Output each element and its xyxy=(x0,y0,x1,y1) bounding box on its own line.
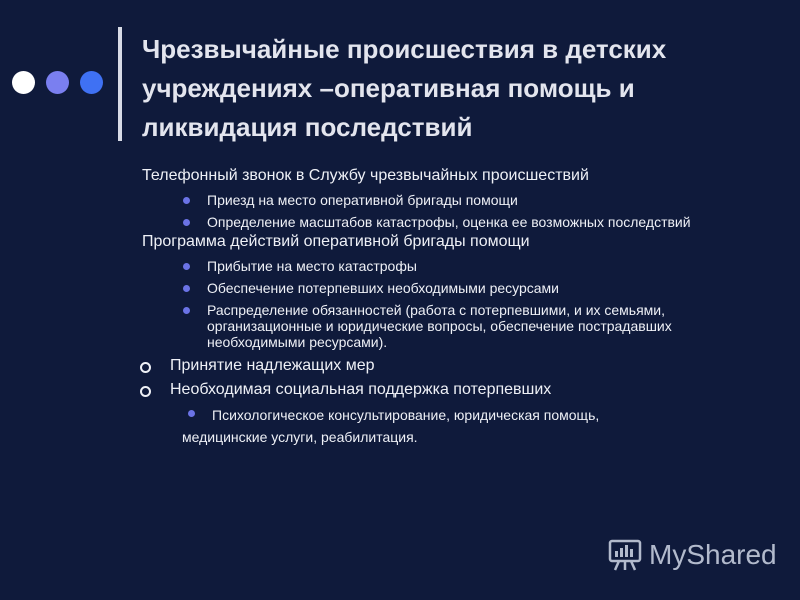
slide-content xyxy=(142,166,762,448)
section-3-heading: Принятие надлежащих мер xyxy=(170,357,375,374)
section-2-item-text: Обеспечение потерпевших необходимыми ресурсами xyxy=(207,280,560,296)
section-2-item xyxy=(142,302,762,350)
section-2-heading: Программа действий оперативной бригады помощи xyxy=(142,233,530,250)
dot-1 xyxy=(12,71,35,94)
section-4-item xyxy=(140,380,760,400)
section-4-subitem-line-2: медицинские услуги, реабилитация. xyxy=(182,429,418,445)
circle-bullet-icon xyxy=(140,386,151,397)
section-2-item-text: Прибытие на место катастрофы xyxy=(207,258,417,274)
section-4-heading: Необходимая социальная поддержка потерпевших xyxy=(170,381,552,398)
dot-3 xyxy=(80,71,103,94)
section-2-item xyxy=(142,258,762,274)
section-4-subitem xyxy=(142,404,762,448)
section-1-item-text: Определение масштабов катастрофы, оценка ее возможных последствий xyxy=(207,214,691,230)
circle-bullet-icon xyxy=(140,362,151,373)
bullet-icon xyxy=(183,197,190,204)
section-2-item xyxy=(142,280,762,296)
bullet-icon xyxy=(183,307,190,314)
section-2-item-text: Распределение обязанностей (работа с потерпевшими, и их семьями, организационные и юридические вопросы, обеспечение пострадавших необходимыми ресурсами). xyxy=(207,302,672,350)
section-1-item-text: Приезд на место оперативной бригады помощи xyxy=(207,192,518,208)
watermark-text: MyShared xyxy=(649,539,777,570)
section-1-item xyxy=(142,192,762,208)
section-1-heading: Телефонный звонок в Службу чрезвычайных происшествий xyxy=(142,167,589,184)
title-divider xyxy=(118,27,122,141)
presentation-board-icon xyxy=(607,537,643,573)
bullet-icon xyxy=(183,219,190,226)
section-4-subitem-line-1: Психологическое консультирование, юридическая помощь, xyxy=(212,407,600,423)
section-1-item xyxy=(142,214,762,230)
section-3-item xyxy=(140,356,760,376)
bullet-icon xyxy=(183,285,190,292)
bullet-icon xyxy=(183,263,190,270)
decorative-dots xyxy=(12,71,103,94)
bullet-icon xyxy=(188,410,195,417)
dot-2 xyxy=(46,71,69,94)
watermark xyxy=(607,537,777,573)
slide-title: Чрезвычайные происшествия в детских учреждениях –оперативная помощь и ликвидация последствий xyxy=(142,34,667,142)
